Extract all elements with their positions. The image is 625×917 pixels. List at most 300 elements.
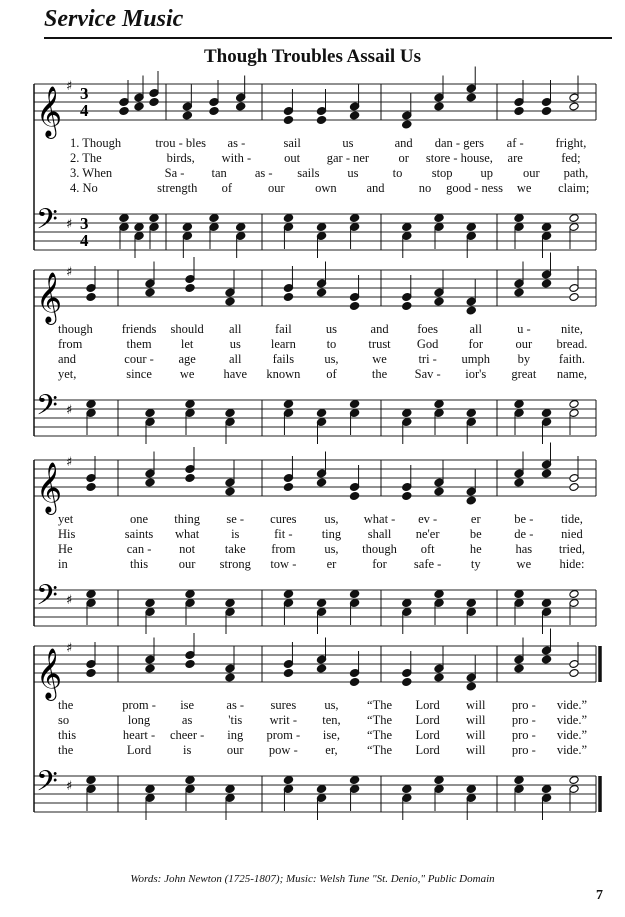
alto-note: [349, 492, 359, 501]
lyric-syllable: though: [362, 542, 397, 556]
lyric-verse-label: this: [58, 728, 77, 742]
lyric-syllable: path,: [563, 166, 589, 180]
alto-note: [569, 483, 579, 492]
lyric-syllable: all: [469, 322, 482, 336]
alto-note: [349, 111, 359, 120]
lyric-verse-label: though: [58, 322, 93, 336]
lyric-syllable: pro -: [511, 713, 536, 727]
lyric-syllable: 'tis: [228, 713, 243, 727]
tenor-note: [236, 223, 246, 232]
sharp-icon: ♯: [66, 455, 73, 470]
lyric-syllable: de -: [514, 527, 534, 541]
lyric-syllable: own: [315, 181, 337, 195]
alto-note: [349, 678, 359, 687]
lyric-syllable: thing: [174, 512, 200, 526]
lyric-syllable: cheer -: [169, 728, 205, 742]
lyric-syllable: “The: [367, 713, 393, 727]
lyric-syllable: as: [181, 713, 193, 727]
alto-note: [434, 102, 444, 111]
tenor-note: [402, 409, 412, 418]
tenor-note: [283, 400, 293, 409]
lyric-syllable: we: [372, 352, 387, 366]
lyric-syllable: vide.”: [556, 728, 588, 742]
tenor-note: [434, 400, 444, 409]
lyric-verse-label: in: [58, 557, 68, 571]
lyric-syllable: ten,: [322, 713, 341, 727]
lyric-verse-label: 1. Though: [70, 136, 122, 150]
lyric-syllable: prom -: [266, 728, 301, 742]
tenor-note: [402, 785, 412, 794]
lyric-syllable: fright,: [555, 136, 587, 150]
alto-note: [466, 496, 476, 505]
tenor-note: [514, 776, 524, 785]
alto-note: [134, 102, 144, 111]
tenor-note: [283, 776, 293, 785]
lyric-syllable: Sa -: [164, 166, 185, 180]
alto-note: [514, 107, 524, 116]
lyric-syllable: this: [130, 557, 149, 571]
lyric-syllable: with -: [221, 151, 252, 165]
tenor-note: [185, 590, 195, 599]
tenor-note: [349, 400, 359, 409]
alto-note: [569, 293, 579, 302]
lyric-verse-label: so: [58, 713, 70, 727]
alto-note: [283, 669, 293, 678]
lyric-syllable: long: [127, 713, 151, 727]
sharp-icon: ♯: [66, 641, 73, 656]
lyric-syllable: oft: [420, 542, 435, 556]
time-signature-top: 3: [80, 84, 89, 103]
alto-note: [434, 487, 444, 496]
lyric-syllable: cures: [270, 512, 297, 526]
lyric-syllable: pow -: [268, 743, 298, 757]
lyric-syllable: tri -: [418, 352, 437, 366]
lyric-syllable: “The: [367, 698, 393, 712]
lyric-syllable: us: [229, 337, 241, 351]
tenor-note: [86, 590, 96, 599]
lyric-syllable: we: [516, 181, 532, 195]
tenor-note: [225, 409, 235, 418]
alto-note: [402, 492, 412, 501]
lyric-syllable: strength: [157, 181, 198, 195]
tenor-note: [541, 785, 551, 794]
lyric-syllable: them: [126, 337, 152, 351]
alto-note: [514, 478, 524, 487]
lyric-syllable: he: [469, 542, 482, 556]
lyric-syllable: sail: [283, 136, 301, 150]
alto-note: [119, 107, 129, 116]
lyric-syllable: will: [466, 743, 486, 757]
page-number: 7: [596, 888, 603, 903]
tenor-note: [182, 223, 192, 232]
tenor-note: [316, 223, 326, 232]
alto-note: [514, 664, 524, 673]
alto-note: [402, 120, 412, 129]
tenor-note: [316, 599, 326, 608]
lyric-syllable: we: [179, 367, 195, 381]
lyric-syllable: is: [231, 527, 240, 541]
tenor-note: [145, 409, 155, 418]
alto-note: [541, 279, 551, 288]
lyric-syllable: pro -: [511, 728, 536, 742]
lyric-syllable: not: [179, 542, 196, 556]
sharp-icon: ♯: [66, 593, 73, 608]
tenor-note: [225, 785, 235, 794]
lyric-syllable: our: [268, 181, 285, 195]
alto-note: [225, 673, 235, 682]
lyric-syllable: what: [174, 527, 200, 541]
lyric-syllable: be: [469, 527, 482, 541]
tenor-note: [225, 599, 235, 608]
lyric-syllable: dan - gers: [434, 136, 485, 150]
alto-note: [145, 288, 155, 297]
tenor-note: [541, 599, 551, 608]
lyric-syllable: birds,: [166, 151, 195, 165]
lyric-syllable: our: [226, 743, 244, 757]
alto-note: [209, 107, 219, 116]
alto-note: [316, 478, 326, 487]
tenor-note: [569, 590, 579, 599]
time-signature-top: 3: [80, 214, 89, 233]
lyric-line-verse-3: [0, 542, 625, 557]
lyric-syllable: prom -: [122, 698, 156, 712]
alto-note: [182, 111, 192, 120]
tenor-note: [569, 776, 579, 785]
lyric-syllable: ise: [180, 698, 195, 712]
lyric-syllable: heart -: [122, 728, 156, 742]
alto-note: [541, 655, 551, 664]
alto-note: [316, 664, 326, 673]
lyric-syllable: fed;: [561, 151, 581, 165]
lyric-syllable: to: [392, 166, 403, 180]
lyric-line-verse-2: [0, 713, 625, 728]
tenor-note: [145, 785, 155, 794]
tenor-note: [134, 223, 144, 232]
bass-clef-icon: 𝄢: [36, 579, 58, 619]
lyric-line-verse-4: [0, 367, 625, 382]
lyric-syllable: since: [126, 367, 152, 381]
lyric-line-verse-2: [0, 337, 625, 352]
lyric-syllable: tow -: [270, 557, 297, 571]
tenor-note: [283, 590, 293, 599]
alto-note: [434, 673, 444, 682]
section-title: Service Music: [44, 6, 184, 32]
lyric-verse-label: 4. No: [70, 181, 98, 195]
lyric-syllable: or: [398, 151, 409, 165]
lyric-syllable: ty: [470, 557, 481, 571]
lyric-syllable: let: [180, 337, 194, 351]
sharp-icon: ♯: [66, 403, 73, 418]
alto-note: [402, 302, 412, 311]
lyric-syllable: sails: [297, 166, 320, 180]
alto-note: [225, 297, 235, 306]
lyric-syllable: one: [130, 512, 149, 526]
lyric-syllable: store - house,: [425, 151, 493, 165]
tenor-note: [149, 214, 159, 223]
lyric-syllable: tan: [211, 166, 227, 180]
lyric-syllable: is: [182, 743, 192, 757]
tenor-note: [541, 409, 551, 418]
bass-clef-icon: 𝄢: [36, 389, 58, 429]
lyric-line-verse-2: [0, 527, 625, 542]
lyric-syllable: our: [522, 166, 540, 180]
tenor-note: [349, 214, 359, 223]
lyric-syllable: are: [507, 151, 523, 165]
alto-note: [541, 107, 551, 116]
lyric-syllable: will: [466, 713, 486, 727]
tenor-note: [434, 590, 444, 599]
tenor-note: [569, 400, 579, 409]
lyric-verse-label: His: [58, 527, 76, 541]
tenor-note: [185, 400, 195, 409]
alto-note: [283, 483, 293, 492]
tenor-note: [569, 214, 579, 223]
lyric-syllable: us,: [324, 542, 339, 556]
alto-note: [145, 478, 155, 487]
lyric-syllable: for: [468, 337, 484, 351]
lyric-syllable: can -: [126, 542, 152, 556]
alto-note: [316, 116, 326, 125]
lyric-verse-label: yet: [58, 512, 74, 526]
lyric-syllable: God: [416, 337, 439, 351]
lyric-syllable: umph: [461, 352, 490, 366]
lyric-syllable: er,: [325, 743, 338, 757]
lyric-line-verse-4: [0, 557, 625, 572]
lyric-syllable: friends: [121, 322, 157, 336]
lyric-syllable: af -: [506, 136, 524, 150]
tenor-note: [514, 214, 524, 223]
lyric-syllable: as -: [226, 698, 245, 712]
alto-note: [466, 306, 476, 315]
tenor-note: [316, 785, 326, 794]
lyric-syllable: of: [221, 181, 233, 195]
time-signature-bottom: 4: [80, 231, 89, 250]
tenor-note: [402, 599, 412, 608]
tenor-note: [466, 785, 476, 794]
lyric-syllable: er: [326, 557, 337, 571]
lyric-syllable: ev -: [418, 512, 438, 526]
lyric-syllable: tide,: [561, 512, 583, 526]
lyric-syllable: bread.: [556, 337, 588, 351]
lyric-syllable: Lord: [415, 698, 440, 712]
alto-note: [514, 288, 524, 297]
lyric-syllable: se -: [226, 512, 245, 526]
lyric-syllable: no: [418, 181, 432, 195]
lyric-syllable: trou - bles: [155, 136, 206, 150]
lyric-syllable: gar - ner: [326, 151, 370, 165]
tenor-note: [119, 214, 129, 223]
lyric-syllable: vide.”: [556, 743, 588, 757]
lyric-verse-label: the: [58, 743, 74, 757]
lyric-syllable: as -: [254, 166, 273, 180]
tenor-note: [466, 599, 476, 608]
tenor-note: [434, 214, 444, 223]
alto-note: [185, 660, 195, 669]
lyric-syllable: out: [284, 151, 301, 165]
alto-note: [316, 288, 326, 297]
time-signature-bottom: 4: [80, 101, 89, 120]
lyric-syllable: for: [372, 557, 387, 571]
lyric-syllable: nied: [561, 527, 583, 541]
lyric-verse-label: the: [58, 698, 74, 712]
lyric-syllable: known: [266, 367, 301, 381]
lyric-syllable: ior's: [465, 367, 487, 381]
lyric-syllable: our: [178, 557, 196, 571]
lyric-syllable: Lord: [415, 713, 440, 727]
lyric-syllable: ing: [227, 728, 244, 742]
lyric-syllable: great: [511, 367, 537, 381]
lyric-syllable: saints: [124, 527, 154, 541]
footer-credit: Words: John Newton (1725-1807); Music: Welsh Tune "St. Denio," Public Domain: [130, 873, 495, 885]
lyric-verse-label: He: [58, 542, 73, 556]
lyric-syllable: fail: [275, 322, 292, 336]
lyric-syllable: pro -: [511, 743, 536, 757]
lyric-syllable: and: [366, 181, 385, 195]
lyric-line-verse-3: [0, 352, 625, 367]
alto-note: [185, 474, 195, 483]
lyric-syllable: should: [170, 322, 204, 336]
alto-note: [185, 284, 195, 293]
lyric-syllable: writ -: [269, 713, 298, 727]
alto-note: [466, 93, 476, 102]
alto-note: [236, 102, 246, 111]
lyric-syllable: the: [371, 367, 388, 381]
alto-note: [349, 302, 359, 311]
lyric-line-verse-4: [0, 743, 625, 758]
tenor-note: [434, 776, 444, 785]
lyric-syllable: take: [224, 542, 246, 556]
lyric-verse-label: 2. The: [70, 151, 102, 165]
lyric-syllable: tried,: [558, 542, 585, 556]
tenor-note: [145, 599, 155, 608]
lyric-syllable: has: [515, 542, 533, 556]
lyric-syllable: our: [515, 337, 533, 351]
lyric-syllable: what -: [363, 512, 396, 526]
lyric-syllable: will: [466, 728, 486, 742]
alto-note: [569, 102, 579, 111]
lyric-syllable: to: [326, 337, 337, 351]
alto-note: [283, 293, 293, 302]
tenor-note: [466, 409, 476, 418]
alto-note: [225, 487, 235, 496]
lyric-verse-label: and: [58, 352, 77, 366]
tenor-note: [514, 400, 524, 409]
lyric-syllable: safe -: [413, 557, 442, 571]
lyric-syllable: vide.”: [556, 698, 588, 712]
lyric-line-verse-1: [0, 512, 625, 527]
sharp-icon: ♯: [66, 779, 73, 794]
tenor-note: [466, 223, 476, 232]
tenor-note: [349, 590, 359, 599]
lyric-syllable: have: [223, 367, 248, 381]
tenor-note: [541, 223, 551, 232]
bass-clef-icon: 𝄢: [36, 765, 58, 805]
lyric-verse-label: 3. When: [70, 166, 113, 180]
lyric-syllable: er: [470, 512, 481, 526]
alto-note: [149, 98, 159, 107]
lyric-syllable: of: [326, 367, 337, 381]
lyric-syllable: stop: [431, 166, 453, 180]
lyric-syllable: us: [347, 166, 359, 180]
lyric-syllable: up: [480, 166, 493, 180]
tenor-note: [185, 776, 195, 785]
lyric-line-verse-1: [0, 698, 625, 713]
lyric-syllable: all: [229, 322, 242, 336]
lyric-syllable: we: [516, 557, 532, 571]
lyric-syllable: as -: [227, 136, 246, 150]
lyric-syllable: ise,: [322, 728, 340, 742]
tenor-note: [349, 776, 359, 785]
lyric-syllable: us: [342, 136, 354, 150]
alto-note: [434, 297, 444, 306]
lyric-syllable: “The: [367, 743, 393, 757]
tenor-note: [209, 214, 219, 223]
lyric-syllable: foes: [417, 322, 439, 336]
tenor-note: [283, 214, 293, 223]
lyric-syllable: us,: [324, 512, 339, 526]
lyric-syllable: ting: [321, 527, 342, 541]
treble-clef-icon: 𝄞: [36, 462, 63, 513]
lyric-syllable: all: [229, 352, 242, 366]
hymn-title: Though Troubles Assail Us: [203, 46, 421, 67]
lyric-syllable: strong: [219, 557, 251, 571]
lyric-syllable: shall: [367, 527, 392, 541]
treble-clef-icon: 𝄞: [36, 86, 63, 137]
alto-note: [86, 669, 96, 678]
lyric-syllable: sures: [270, 698, 297, 712]
lyric-syllable: learn: [270, 337, 296, 351]
lyric-syllable: name,: [556, 367, 588, 381]
lyric-syllable: “The: [367, 728, 393, 742]
sharp-icon: ♯: [66, 265, 73, 280]
treble-clef-icon: 𝄞: [36, 272, 63, 323]
alto-note: [283, 116, 293, 125]
tenor-note: [402, 223, 412, 232]
lyric-syllable: good - ness: [446, 181, 504, 195]
lyric-syllable: age: [178, 352, 196, 366]
sharp-icon: ♯: [66, 217, 73, 232]
lyric-line-verse-4: [0, 181, 625, 196]
lyric-syllable: us,: [324, 352, 339, 366]
lyric-verse-label: from: [58, 337, 83, 351]
sharp-icon: ♯: [66, 79, 73, 94]
lyric-syllable: Lord: [415, 743, 440, 757]
lyric-syllable: nite,: [561, 322, 583, 336]
alto-note: [466, 682, 476, 691]
lyric-syllable: ne'er: [415, 527, 440, 541]
lyric-syllable: Sav -: [414, 367, 441, 381]
lyric-syllable: be -: [514, 512, 534, 526]
lyric-syllable: hide:: [559, 557, 585, 571]
lyric-syllable: will: [466, 698, 486, 712]
tenor-note: [86, 776, 96, 785]
lyric-line-verse-3: [0, 166, 625, 181]
lyric-syllable: by: [517, 352, 531, 366]
lyric-syllable: trust: [368, 337, 391, 351]
tenor-note: [86, 400, 96, 409]
alto-note: [569, 669, 579, 678]
lyric-syllable: Lord: [126, 743, 152, 757]
alto-note: [86, 483, 96, 492]
lyric-syllable: us: [325, 322, 337, 336]
lyric-line-verse-2: [0, 151, 625, 166]
lyric-syllable: us,: [324, 698, 339, 712]
tenor-note: [316, 409, 326, 418]
lyric-line-verse-1: [0, 136, 625, 151]
lyric-syllable: fails: [272, 352, 295, 366]
bass-clef-icon: 𝄢: [36, 203, 58, 243]
alto-note: [402, 678, 412, 687]
